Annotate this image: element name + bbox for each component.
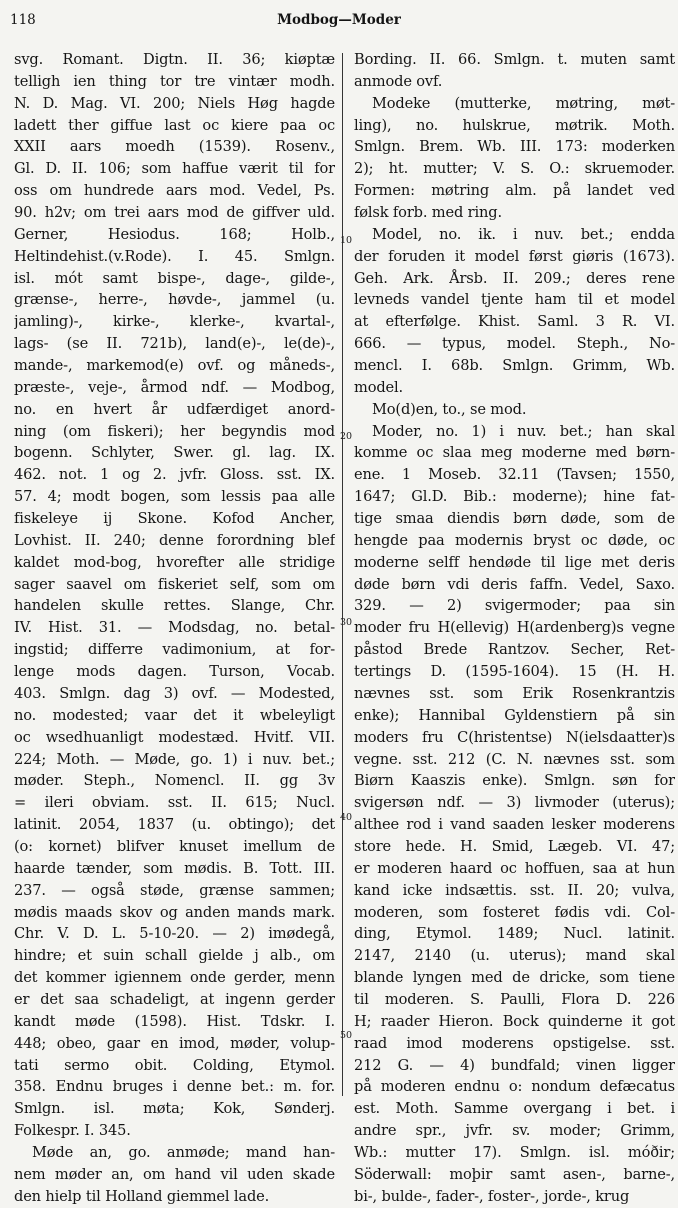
text-line: er moderen haard oc hoffuen, saa at hun <box>354 859 675 877</box>
text-line: ding, Etymol. 1489; Nucl. latinit. <box>354 925 675 943</box>
text-line: det kommer igiennem onde gerder, menn <box>14 969 335 987</box>
text-line: althee rod i vand saaden lesker moderens <box>354 816 675 834</box>
text-line: N. D. Mag. VI. 200; Niels Høg hagde <box>14 94 335 112</box>
text-line: latinit. 2054, 1837 (u. obtingo); det <box>14 816 335 834</box>
text-line: Model, no. ik. i nuv. bet.; endda <box>372 225 675 243</box>
text-line: no. modested; vaar det it wbeleyligt <box>14 706 335 724</box>
text-line: Smlgn. Brem. Wb. III. 173: moderken <box>354 138 675 156</box>
text-line: moderen, som fosteret fødis vdi. Col- <box>354 903 675 921</box>
text-line: 666. — typus, model. Steph., No- <box>354 335 675 353</box>
text-line: lags- (se II. 721b), land(e)-, le(de)-, <box>14 335 335 353</box>
text-line: følsk forb. med ring. <box>354 204 502 222</box>
text-line: model. <box>354 378 404 396</box>
text-line: vegne. sst. 212 (C. N. nævnes sst. som <box>354 750 675 768</box>
text-line: Smlgn. isl. møta; Kok, Sønderj. <box>14 1100 335 1118</box>
text-line: på moderen endnu o: nondum defæcatus <box>354 1078 675 1096</box>
text-line: kaldet mod-bog, hvorefter alle stridige <box>14 553 335 571</box>
text-line: IV. Hist. 31. — Modsdag, no. betal- <box>14 619 335 637</box>
text-line: moders fru C(hristentse) N(ielsdaatter)s <box>354 728 675 746</box>
text-line: til moderen. S. Paulli, Flora D. 226 <box>354 990 675 1008</box>
page-number: 118 <box>10 12 36 28</box>
text-line: svg. Romant. Digtn. II. 36; kiøptæ <box>14 51 335 68</box>
text-line: handelen skulle rettes. Slange, Chr. <box>14 597 335 615</box>
text-line: telligh ien thing tor tre vintær modh. <box>14 72 335 90</box>
text-line: blande lyngen med de dricke, som tiene <box>354 969 675 987</box>
text-line: 448; obeo, gaar en imod, møder, volup- <box>14 1034 335 1052</box>
text-line: 2); ht. mutter; V. S. O.: skruemoder. <box>354 160 675 178</box>
page-header <box>10 10 668 30</box>
text-line: (o: kornet) blifver knuset imellum de <box>14 837 335 855</box>
text-line: 90. h2v; om trei aars mod de giffver uld. <box>14 204 335 222</box>
text-line: 1647; Gl.D. Bib.: moderne); hine fat- <box>354 488 675 506</box>
text-line: kand icke indsættis. sst. II. 20; vulva, <box>354 881 675 899</box>
text-line: no. en hvert år udfærdiget anord- <box>14 400 335 418</box>
text-line: svigersøn ndf. — 3) livmoder (uterus); <box>354 794 675 812</box>
text-line: Mo(d)en, to., se mod. <box>372 400 527 418</box>
text-line: Folkespr. I. 345. <box>14 1122 131 1140</box>
text-line: ling), no. hulskrue, møtrik. Moth. <box>354 116 675 134</box>
line-number-50: 50 <box>340 1030 353 1041</box>
text-line: 212 G. — 4) bundfald; vinen ligger <box>354 1056 675 1074</box>
text-line: grænse-, herre-, høvde-, jammel (u. <box>14 291 335 309</box>
text-line: oss om hundrede aars mod. Vedel, Ps. <box>14 182 335 200</box>
text-line: mande-, markemod(e) ovf. og måneds-, <box>14 357 335 375</box>
left-column <box>14 49 335 1205</box>
text-line: Biørn Kaaszis enke). Smlgn. søn for <box>354 772 675 790</box>
text-line: nem møder an, om hand vil uden skade <box>14 1165 335 1183</box>
text-line: Bording. II. 66. Smlgn. t. muten samt <box>354 51 675 68</box>
text-line: 358. Endnu bruges i denne bet.: m. for. <box>14 1078 335 1096</box>
text-line: = ileri obviam. sst. II. 615; Nucl. <box>14 794 335 812</box>
line-number-30: 30 <box>340 617 353 628</box>
text-line: den hielp til Holland giemmel lade. <box>14 1187 270 1205</box>
text-line: døde børn vdi deris faffn. Vedel, Saxo. <box>354 575 675 593</box>
text-line: 2147, 2140 (u. uterus); mand skal <box>354 947 675 965</box>
text-line: fiskeleye ij Skone. Kofod Ancher, <box>14 510 335 528</box>
text-line: tati sermo obit. Colding, Etymol. <box>14 1056 335 1074</box>
text-line: levneds vandel tjente ham til et model <box>354 291 675 309</box>
running-title: Modbog—Moder <box>277 12 401 28</box>
text-line: komme oc slaa meg moderne med børn- <box>354 444 675 462</box>
text-line: ene. 1 Moseb. 32.11 (Tavsen; 1550, <box>354 466 675 484</box>
text-line: Chr. V. D. L. 5-10-20. — 2) imødegå, <box>14 925 335 943</box>
text-line: er det saa schadeligt, at ingenn gerder <box>14 990 335 1008</box>
text-line: 57. 4; modt bogen, som lessis paa alle <box>14 488 335 506</box>
text-line: 462. not. 1 og 2. jvfr. Gloss. sst. IX. <box>14 466 335 484</box>
column-divider <box>342 53 343 1096</box>
text-line: andre spr., jvfr. sv. moder; Grimm, <box>354 1122 675 1140</box>
text-line: ladett ther giffue last oc kiere paa oc <box>14 116 335 134</box>
text-line: oc wsedhuanligt modestæd. Hvitf. VII. <box>14 728 335 746</box>
line-number-20: 20 <box>340 431 353 442</box>
text-line: præste-, veje-, årmod ndf. — Modbog, <box>14 378 335 396</box>
text-line: 403. Smlgn. dag 3) ovf. — Modested, <box>14 684 335 702</box>
text-line: ning (om fiskeri); her begyndis mod <box>14 422 335 440</box>
text-line: ingstid; differre vadimonium, at for- <box>14 641 335 659</box>
text-line: store hede. H. Smid, Lægeb. VI. 47; <box>354 837 675 855</box>
text-line: est. Moth. Samme overgang i bet. i <box>354 1100 675 1118</box>
text-line: mødis maads skov og anden mands mark. <box>14 903 335 921</box>
right-column <box>354 49 675 1205</box>
text-line: Heltindehist.(v.Rode). I. 45. Smlgn. <box>14 247 335 265</box>
text-line: Lovhist. II. 240; denne forordning blef <box>14 531 335 549</box>
text-line: moderne selff hendøde til lige met deris <box>354 553 675 571</box>
text-line: haarde tænder, som mødis. B. Tott. III. <box>14 859 335 877</box>
text-line: Gerner, Hesiodus. 168; Holb., <box>14 225 335 243</box>
text-line: XXII aars moedh (1539). Rosenv., <box>14 138 335 156</box>
text-line: bogenn. Schlyter, Swer. gl. lag. IX. <box>14 444 335 462</box>
text-line: påstod Brede Rantzov. Secher, Ret- <box>354 641 675 659</box>
text-line: nævnes sst. som Erik Rosenkrantzis <box>354 684 675 702</box>
text-line: tige smaa diendis børn døde, som de <box>354 510 675 528</box>
text-line: kandt møde (1598). Hist. Tdskr. I. <box>14 1012 335 1030</box>
line-number-40: 40 <box>340 812 353 823</box>
text-line: Modeke (mutterke, møtring, møt- <box>372 94 675 112</box>
text-line: 224; Moth. — Møde, go. 1) i nuv. bet.; <box>14 750 335 768</box>
text-line: bi-, bulde-, fader-, foster-, jorde-, krug <box>354 1187 630 1205</box>
text-line: raad imod moderens opstigelse. sst. <box>354 1034 675 1052</box>
text-line: at efterfølge. Khist. Saml. 3 R. VI. <box>354 313 675 331</box>
text-line: Gl. D. II. 106; som haffue værit til for <box>14 160 335 178</box>
text-line: 237. — også støde, grænse sammen; <box>14 881 335 899</box>
text-line: jamling)-, kirke-, klerke-, kvartal-, <box>14 313 335 331</box>
text-line: H; raader Hieron. Bock quinderne it got <box>354 1012 675 1030</box>
text-line: enke); Hannibal Gyldenstiern på sin <box>354 706 675 724</box>
text-line: moder fru H(ellevig) H(ardenberg)s vegne <box>354 619 675 637</box>
text-line: hindre; et suin schall gielde j alb., om <box>14 947 335 965</box>
text-line: Møde an, go. anmøde; mand han- <box>32 1143 335 1161</box>
text-line: Formen: møtring alm. på landet ved <box>354 182 675 200</box>
text-line: isl. mót samt bispe-, dage-, gilde-, <box>14 269 335 287</box>
text-line: mencl. I. 68b. Smlgn. Grimm, Wb. <box>354 357 675 375</box>
text-line: møder. Steph., Nomencl. II. gg 3v <box>14 772 335 790</box>
text-line: sager saavel om fiskeriet self, som om <box>14 575 335 593</box>
text-line: lenge mods dagen. Turson, Vocab. <box>14 663 335 681</box>
text-line: Geh. Ark. Årsb. II. 209.; deres rene <box>354 269 675 287</box>
text-line: Moder, no. 1) i nuv. bet.; han skal <box>372 422 675 440</box>
text-line: 329. — 2) svigermoder; paa sin <box>354 597 675 615</box>
text-line: Wb.: mutter 17). Smlgn. isl. móðir; <box>354 1143 675 1161</box>
text-line: anmode ovf. <box>354 72 443 90</box>
text-line: Söderwall: moþir samt asen-, barne-, <box>354 1165 675 1183</box>
text-line: der foruden it model først giøris (1673). <box>354 247 675 265</box>
text-line: hengde paa modernis bryst oc døde, oc <box>354 531 675 549</box>
line-number-10: 10 <box>340 235 353 246</box>
text-line: tertings D. (1595-1604). 15 (H. H. <box>354 663 675 681</box>
